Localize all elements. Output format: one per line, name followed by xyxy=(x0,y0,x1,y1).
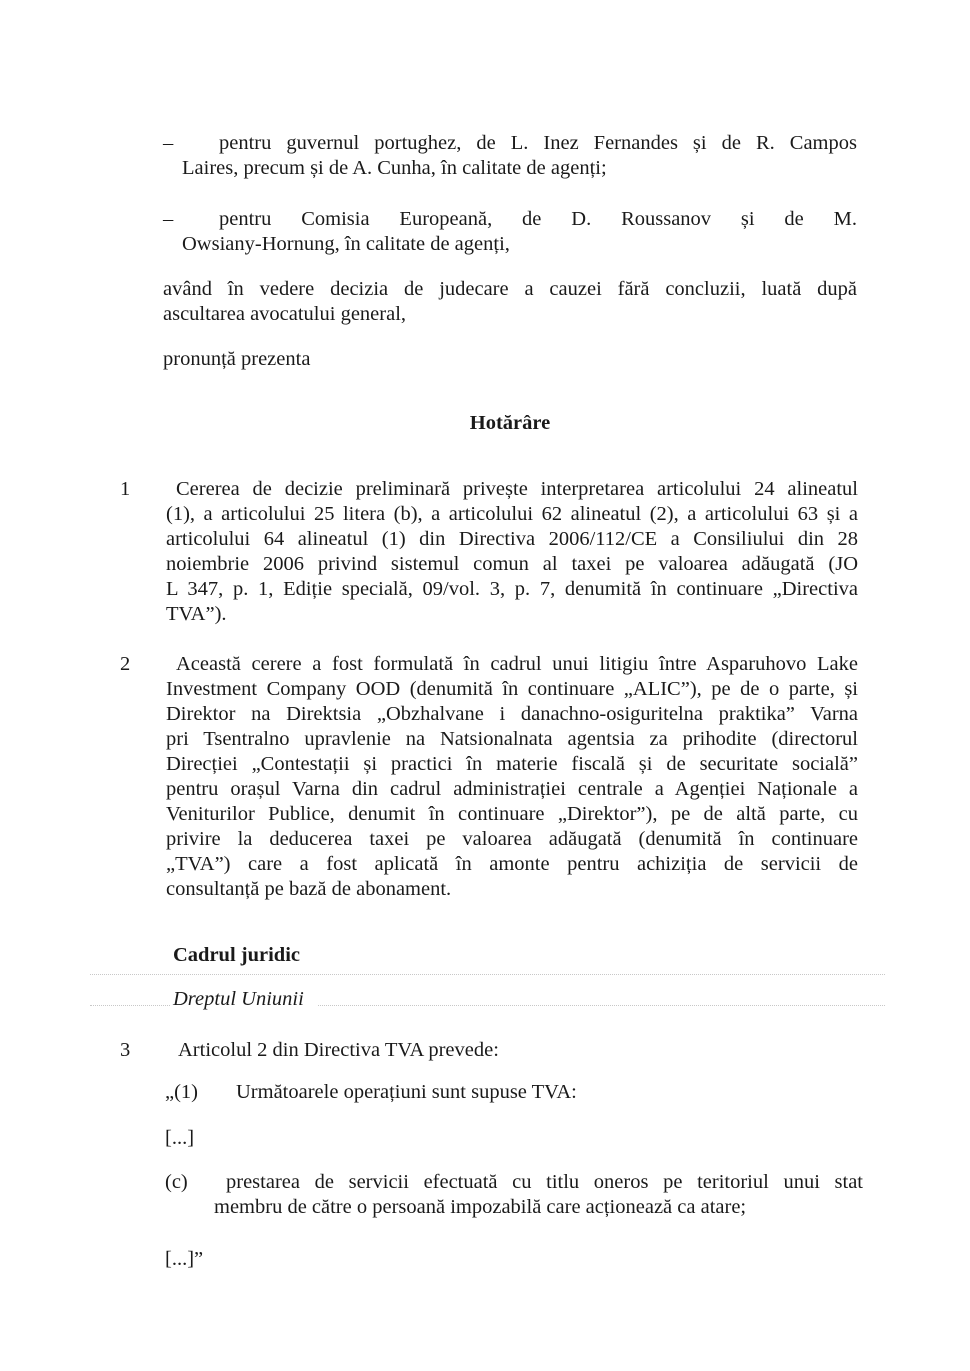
preamble-line: ascultarea avocatului general, xyxy=(163,303,407,325)
quote-item-line: prestarea de servicii efectuată cu titlu oneros pe teritoriul unui stat xyxy=(226,1171,863,1193)
quote-item-marker: (c) xyxy=(165,1171,188,1193)
quote-item-line: membru de către o persoană impozabilă care acționează ca atare; xyxy=(214,1196,747,1218)
paragraph-line: consultanță pe bază de abonament. xyxy=(166,878,452,900)
paragraph-number: 1 xyxy=(120,478,131,500)
paragraph-line: „TVA”) care a fost aplicată în amonte pentru achiziția de servicii de xyxy=(166,853,858,875)
paragraph-line: (1), a articolului 25 litera (b), a articolului 62 alineatul (2), a articolului 63 și a xyxy=(166,503,858,525)
list-dash: – xyxy=(163,132,174,154)
paragraph-line: pentru orașul Varna din cadrul administrației centrale a Agenției Naționale a xyxy=(166,778,858,800)
paragraph-line: privire la deducerea taxei pe valoarea adăugată (denumită în continuare xyxy=(166,828,858,850)
scan-artifact-rule xyxy=(90,974,885,975)
scan-artifact-rule xyxy=(90,1005,170,1006)
party-line: pentru Comisia Europeană, de D. Roussanov și de M. xyxy=(219,208,857,230)
party-line: Laires, precum și de A. Cunha, în calitate de agenți; xyxy=(182,157,607,179)
party-line: pentru guvernul portughez, de L. Inez Fernandes și de R. Campos xyxy=(219,132,857,154)
pronounce-text: pronunță prezenta xyxy=(163,348,311,370)
section-heading: Cadrul juridic xyxy=(173,944,300,966)
subsection-heading: Dreptul Uniunii xyxy=(173,988,304,1010)
list-dash: – xyxy=(163,208,174,230)
paragraph-line: articolului 64 alineatul (1) din Directiva 2006/112/CE a Consiliului din 28 xyxy=(166,528,858,550)
paragraph-line: Această cerere a fost formulată în cadrul unui litigiu între Asparuhovo Lake xyxy=(176,653,858,675)
quote-item-marker: „(1) xyxy=(165,1081,199,1103)
paragraph-line: Investment Company OOD (denumită în continuare „ALIC”), pe de o parte, și xyxy=(166,678,858,700)
paragraph-line: L 347, p. 1, Ediție specială, 09/vol. 3, p. 7, denumită în continuare „Directiva xyxy=(166,578,858,600)
paragraph-line: Veniturilor Publice, denumit în continuare „Direktor”), pe de altă parte, cu xyxy=(166,803,858,825)
party-line: Owsiany-Hornung, în calitate de agenți, xyxy=(182,233,510,255)
ellipsis: [...]” xyxy=(165,1248,204,1270)
page-title: Hotărâre xyxy=(469,412,551,434)
paragraph-intro: Articolul 2 din Directiva TVA prevede: xyxy=(178,1039,499,1061)
paragraph-line: Direktor na Direktsia „Obzhalvane i danachno-osiguritelna praktika” Varna xyxy=(166,703,858,725)
paragraph-line: Direcției „Contestații și practici în materie fiscală și de securitate socială” xyxy=(166,753,858,775)
paragraph-number: 2 xyxy=(120,653,131,675)
preamble-line: având în vedere decizia de judecare a cauzei fără concluzii, luată după xyxy=(163,278,857,300)
quote-item-text: Următoarele operațiuni sunt supuse TVA: xyxy=(236,1081,577,1103)
ellipsis: [...] xyxy=(165,1127,195,1149)
paragraph-line: TVA”). xyxy=(166,603,227,625)
paragraph-number: 3 xyxy=(120,1039,131,1061)
scan-artifact-rule xyxy=(318,1005,885,1006)
paragraph-line: Cererea de decizie preliminară privește interpretarea articolului 24 alineatul xyxy=(176,478,858,500)
paragraph-line: pri Tsentralno upravlenie na Natsionalnata agentsia za prihodite (directorul xyxy=(166,728,858,750)
paragraph-line: noiembrie 2006 privind sistemul comun al taxei pe valoarea adăugată (JO xyxy=(166,553,858,575)
